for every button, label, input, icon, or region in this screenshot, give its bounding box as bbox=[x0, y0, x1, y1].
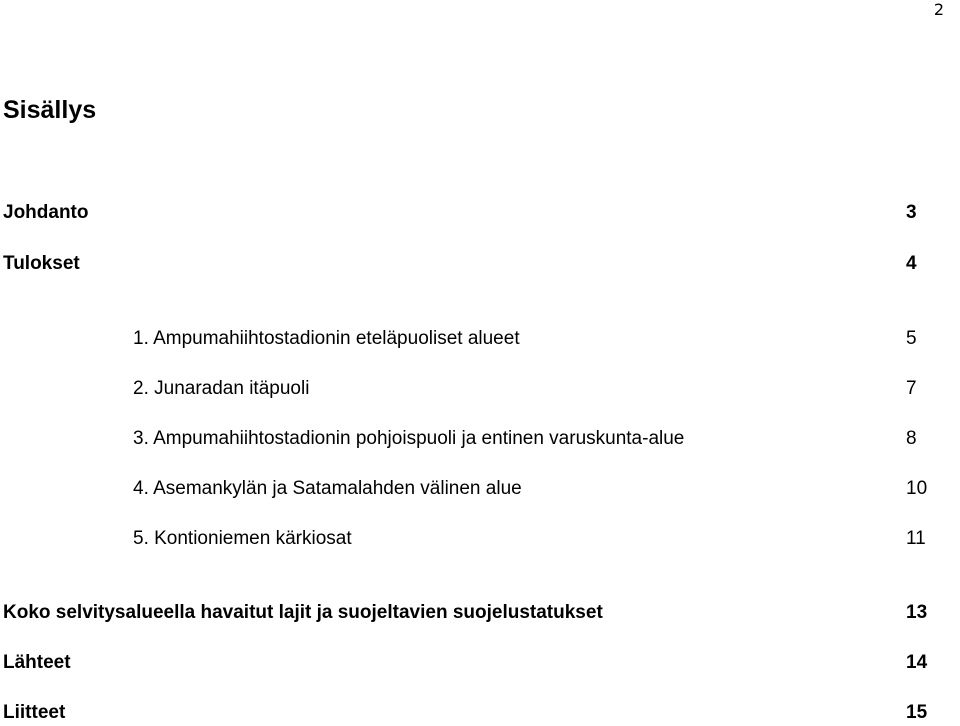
toc-entry-liitteet[interactable] bbox=[0, 700, 960, 726]
toc-entry-page: 5 bbox=[906, 328, 917, 349]
page-title: Sisällys bbox=[3, 96, 97, 124]
toc-entry-page: 13 bbox=[906, 602, 928, 623]
toc-entry-page: 7 bbox=[906, 378, 917, 399]
toc-entry-label: 5. Kontioniemen kärkiosat bbox=[133, 528, 352, 549]
toc-entry-johdanto[interactable] bbox=[0, 200, 960, 226]
toc-entry-page: 8 bbox=[906, 428, 917, 449]
toc-entry-page: 14 bbox=[906, 652, 928, 673]
toc-entry-label: Liitteet bbox=[3, 702, 66, 723]
toc-entry-section-2[interactable] bbox=[0, 376, 960, 402]
toc-entry-label: Johdanto bbox=[3, 202, 89, 223]
toc-entry-label: 1. Ampumahiihtostadionin eteläpuoliset alueet bbox=[133, 328, 520, 349]
toc-entry-lahteet[interactable] bbox=[0, 650, 960, 676]
toc-entry-label: 2. Junaradan itäpuoli bbox=[133, 378, 310, 399]
toc-entry-species[interactable] bbox=[0, 600, 960, 626]
toc-entry-page: 11 bbox=[906, 528, 926, 549]
toc-entry-section-1[interactable] bbox=[0, 326, 960, 352]
toc-entry-label: Lähteet bbox=[3, 652, 71, 673]
toc-entry-label: Tulokset bbox=[3, 253, 80, 274]
toc-entry-page: 3 bbox=[906, 202, 917, 223]
toc-entry-label: 3. Ampumahiihtostadionin pohjoispuoli ja entinen varuskunta-alue bbox=[133, 428, 685, 449]
toc-entry-label: 4. Asemankylän ja Satamalahden välinen alue bbox=[133, 478, 522, 499]
toc-entry-section-5[interactable] bbox=[0, 526, 960, 552]
toc-entry-page: 15 bbox=[906, 702, 928, 723]
toc-entry-page: 10 bbox=[906, 478, 928, 499]
toc-entry-label: Koko selvitysalueella havaitut lajit ja suojeltavien suojelustatukset bbox=[3, 602, 603, 623]
toc-entry-section-4[interactable] bbox=[0, 476, 960, 502]
toc-entry-page: 4 bbox=[906, 253, 917, 274]
page-number: 2 bbox=[933, 0, 944, 19]
toc-entry-section-3[interactable] bbox=[0, 426, 960, 452]
toc-entry-tulokset[interactable] bbox=[0, 251, 960, 277]
